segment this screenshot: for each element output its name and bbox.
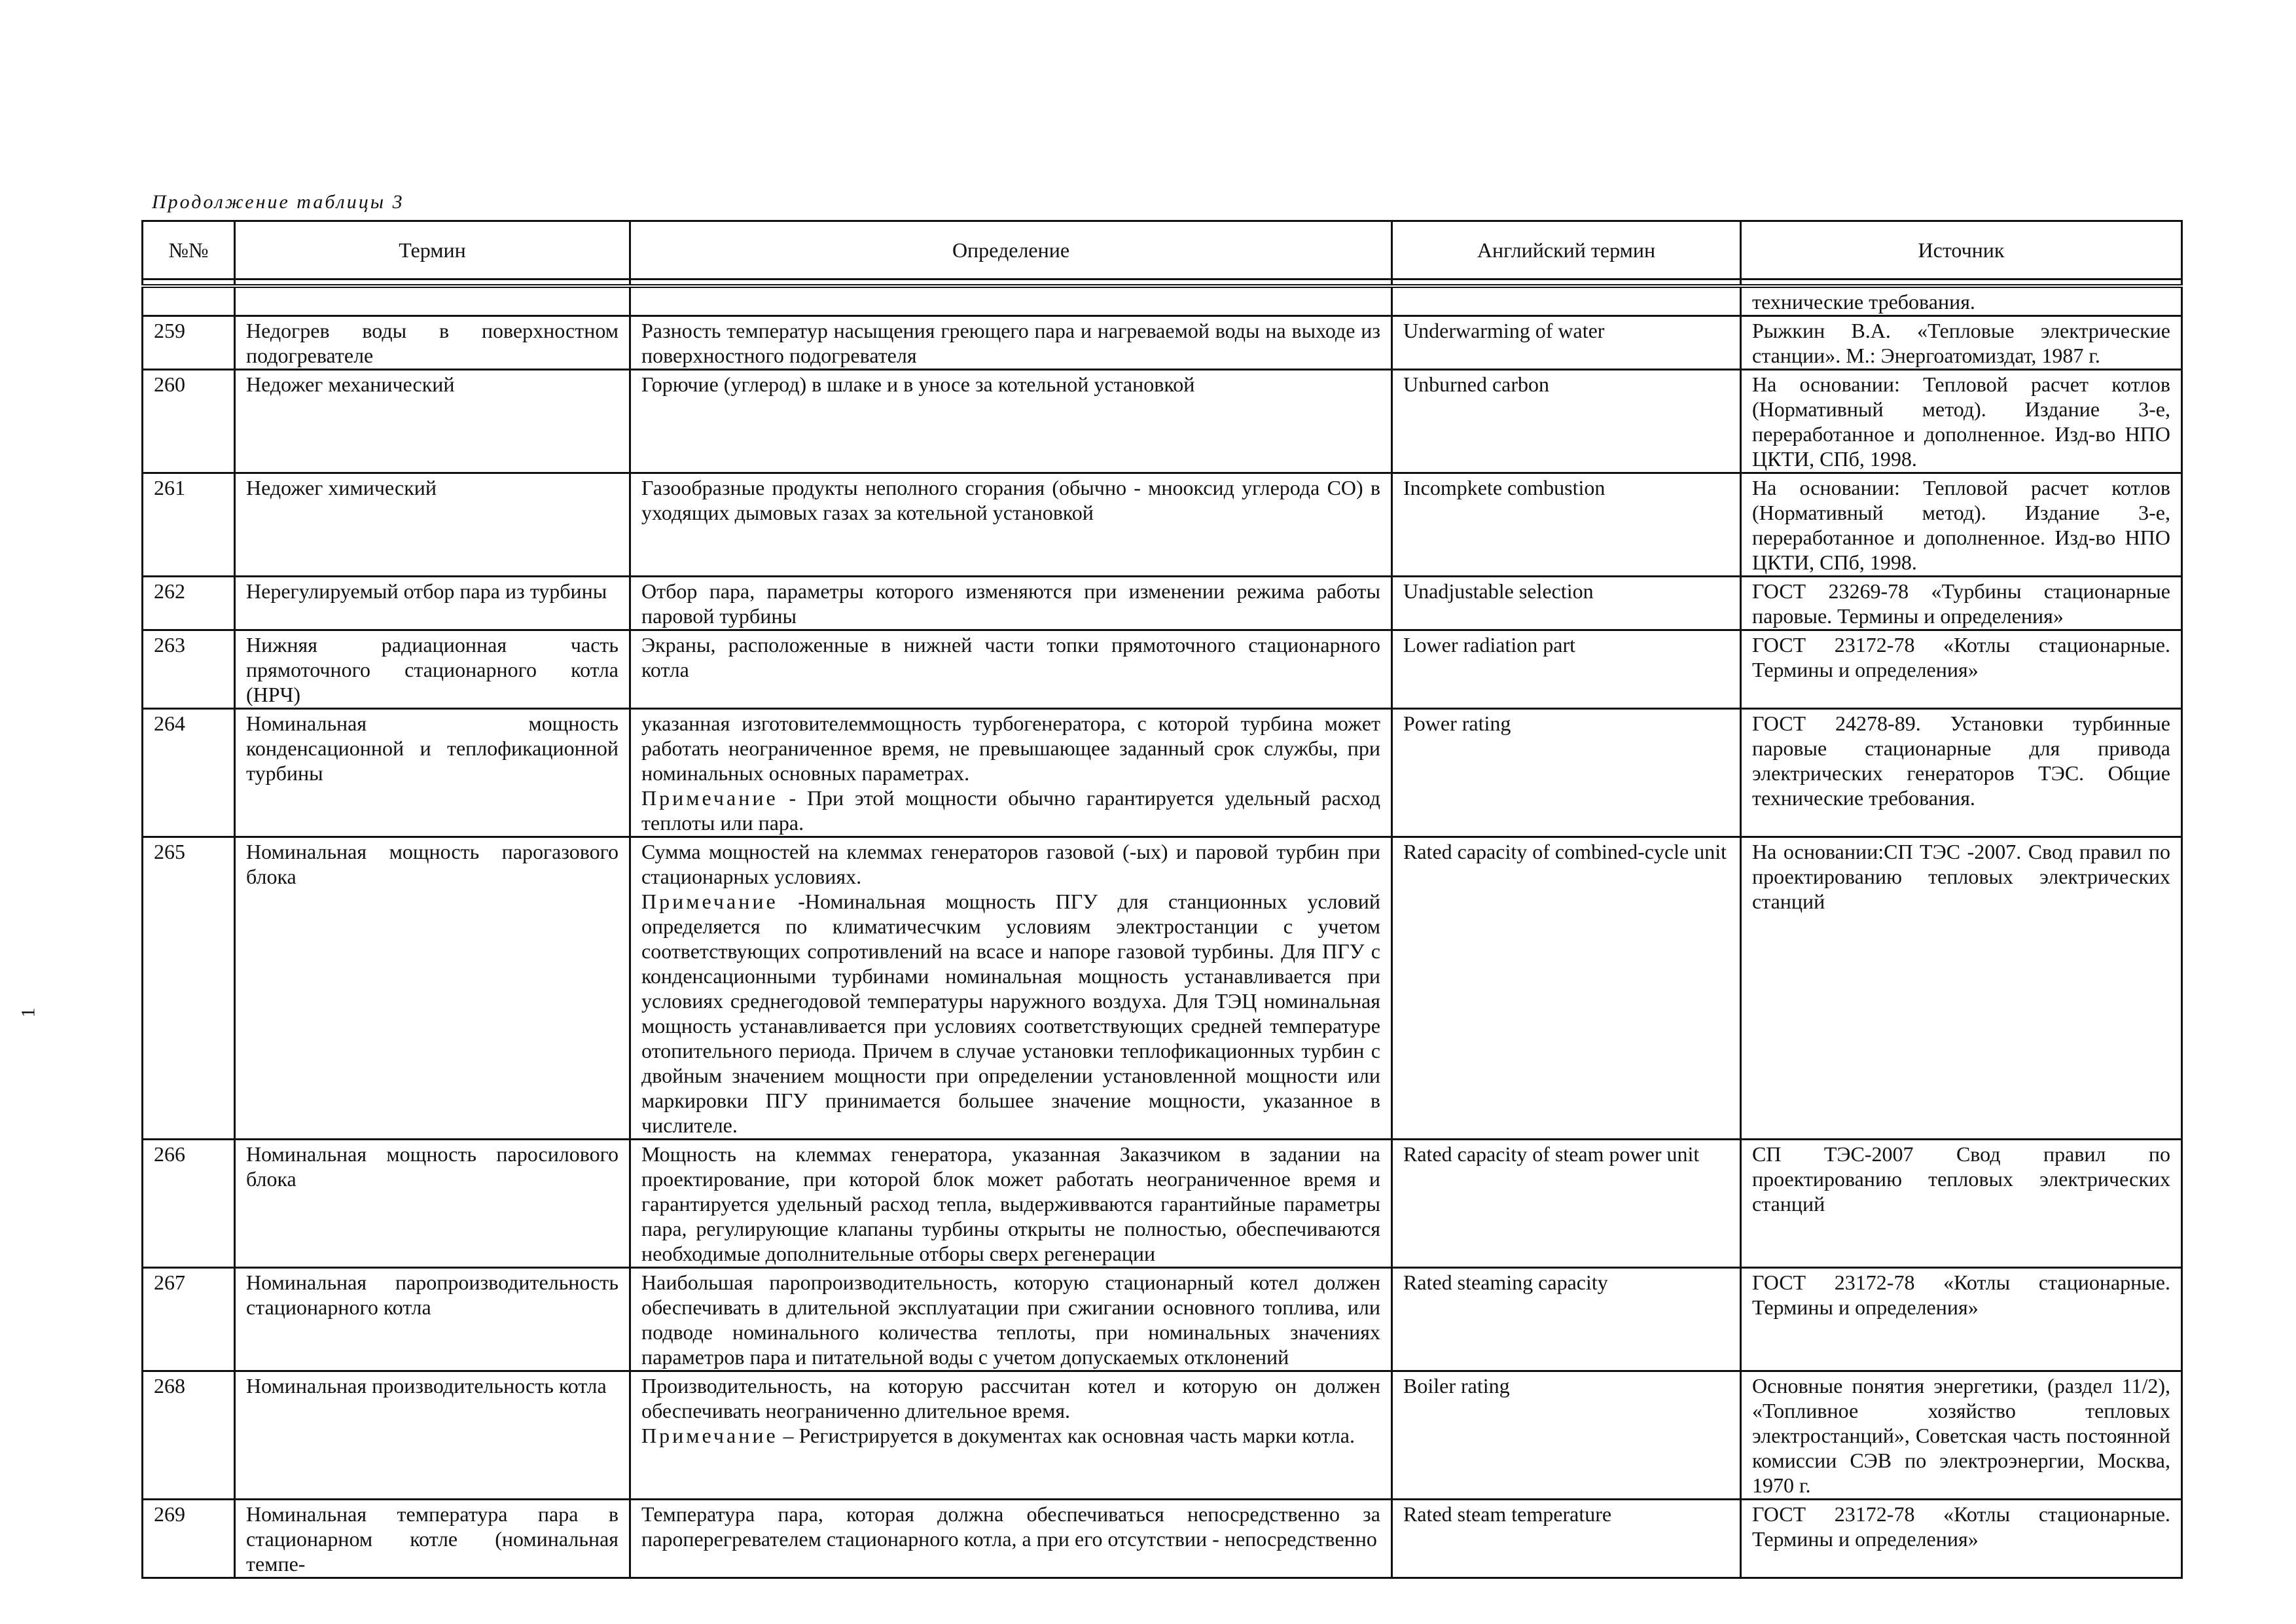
definition-text: Экраны, расположенные в нижней части топки прямоточного стационарного котла xyxy=(641,633,1380,681)
row-english-term: Unadjustable selection xyxy=(1392,577,1741,630)
row-number: 268 xyxy=(143,1371,235,1500)
table-row xyxy=(143,577,2182,630)
row-source: СП ТЭС-2007 Свод правил по проектированию тепловых электрических станций xyxy=(1741,1140,2182,1268)
note-label: Примечание xyxy=(641,1424,778,1447)
row-definition xyxy=(630,1268,1392,1371)
row-definition xyxy=(630,577,1392,630)
table-row xyxy=(143,1371,2182,1500)
row-term: Недожег механический xyxy=(235,370,630,473)
row-source: ГОСТ 23172-78 «Котлы стационарные. Термины и определения» xyxy=(1741,1500,2182,1578)
table-row xyxy=(143,473,2182,577)
table-header-row xyxy=(143,221,2182,280)
definition-text: Газообразные продукты неполного сгорания (обычно - мнооксид углерода СО) в уходящих дымовых газах за котельной установкой xyxy=(641,476,1380,524)
header-english: Английский термин xyxy=(1392,221,1741,280)
definition-text: указанная изготовителеммощность турбогенератора, с которой турбина может работать неограниченное время, не превышающее заданный срок службы, при номинальных основных параметрах. xyxy=(641,712,1380,785)
definition-note xyxy=(641,889,1380,1138)
row-source: ГОСТ 23269-78 «Турбины стационарные паровые. Термины и определения» xyxy=(1741,577,2182,630)
row-english-term: Rated capacity of steam power unit xyxy=(1392,1140,1741,1268)
row-term: Недожег химический xyxy=(235,473,630,577)
row-english-term: Rated steam temperature xyxy=(1392,1500,1741,1578)
row-term: Номинальная производительность котла xyxy=(235,1371,630,1500)
row-number: 259 xyxy=(143,316,235,370)
header-separator-row xyxy=(143,280,2182,287)
definition-text: Мощность на клеммах генератора, указанная Заказчиком в задании на проектирование, при которой блок может работать неограниченное время и гарантируется удельный расход тепла, выдерживваются гарантийные параметры пара, регулирующие клапаны турбины открыты не полностью, обеспечиваются необходимые дополнительные отборы сверх регенерации xyxy=(641,1142,1380,1265)
row-english-term: Lower radiation part xyxy=(1392,630,1741,709)
row-number: 266 xyxy=(143,1140,235,1268)
row-english-term: Unburned carbon xyxy=(1392,370,1741,473)
row-term: Нижняя радиационная часть прямоточного стационарного котла (НРЧ) xyxy=(235,630,630,709)
row-definition xyxy=(630,709,1392,837)
note-text: -Номинальная мощность ПГУ для станционных условий определяется по климатичесчким условиям электростанции с учетом соответствующих сопротивлений на всасе и напоре газовой турбины. Для ПГУ с конденсационными турбинами номинальная мощность устанавливается при условиях среднегодовой температуры наружного воздуха. Для ТЭЦ номинальная мощность устанавливается при условиях соответствующих средней температуре отопительного периода. Причем в случае установки теплофикационных турбин с двойным значением мощности при определении установленной мощности или маркировки ПГУ принимается большее значение мощности, указанное в числителе. xyxy=(641,890,1380,1137)
row-number: 264 xyxy=(143,709,235,837)
row-english-term: Incompkete combustion xyxy=(1392,473,1741,577)
definition-text: Отбор пара, параметры которого изменяются при изменении режима работы паровой турбины xyxy=(641,579,1380,628)
table-row xyxy=(143,1500,2182,1578)
row-term: Номинальная паропроизводительность стационарного котла xyxy=(235,1268,630,1371)
row-source: Основные понятия энергетики, (раздел 11/2), «Топливное хозяйство тепловых электростанций», Советская часть постоянной комиссии СЭВ по электроэнергии, Москва, 1970 г. xyxy=(1741,1371,2182,1500)
row-english-term: Rated steaming capacity xyxy=(1392,1268,1741,1371)
continuation-row xyxy=(143,286,2182,316)
header-definition: Определение xyxy=(630,221,1392,280)
row-definition xyxy=(630,1371,1392,1500)
row-term: Недогрев воды в поверхностном подогревателе xyxy=(235,316,630,370)
table-row xyxy=(143,630,2182,709)
row-english-term: Rated capacity of combined-cycle unit xyxy=(1392,837,1741,1140)
table-row xyxy=(143,316,2182,370)
row-definition xyxy=(630,473,1392,577)
note-text: – Регистрируется в документах как основная часть марки котла. xyxy=(778,1424,1355,1447)
row-definition xyxy=(630,837,1392,1140)
table-row xyxy=(143,1268,2182,1371)
row-english-term: Power rating xyxy=(1392,709,1741,837)
definition-text: Сумма мощностей на клеммах генераторов газовой (-ых) и паровой турбин при стационарных условиях. xyxy=(641,840,1380,888)
terms-table xyxy=(141,220,2183,1579)
definition-text: Наибольшая паропроизводительность, которую стационарный котел должен обеспечивать в длительной эксплуатации при сжигании основного топлива, или подводе номинального количества теплоты, при номинальных значениях параметров пара и питательной воды с учетом допускаемых отклонений xyxy=(641,1271,1380,1369)
table-caption: Продолжение таблицы 3 xyxy=(152,191,404,213)
table-row xyxy=(143,837,2182,1140)
definition-note xyxy=(641,785,1380,835)
row-definition xyxy=(630,1140,1392,1268)
note-label: Примечание xyxy=(641,890,778,913)
row-definition xyxy=(630,630,1392,709)
row-number: 263 xyxy=(143,630,235,709)
definition-text: Температура пара, которая должна обеспечиваться непосредственно за пароперегревателем стационарного котла, а при его отсутствии - непосредственно xyxy=(641,1502,1380,1551)
definition-text: Горючие (углерод) в шлаке и в уносе за котельной установкой xyxy=(641,372,1195,396)
row-number: 267 xyxy=(143,1268,235,1371)
row-number: 260 xyxy=(143,370,235,473)
side-page-number: 1 xyxy=(17,1007,39,1018)
header-term: Термин xyxy=(235,221,630,280)
definition-text: Производительность, на которую рассчитан котел и которую он должен обеспечивать неограниченно длительное время. xyxy=(641,1374,1380,1422)
row-source: ГОСТ 24278-89. Установки турбинные паровые стационарные для привода электрических генераторов ТЭС. Общие технические требования. xyxy=(1741,709,2182,837)
row-source: ГОСТ 23172-78 «Котлы стационарные. Термины и определения» xyxy=(1741,1268,2182,1371)
header-num: №№ xyxy=(143,221,235,280)
row-english-term: Boiler rating xyxy=(1392,1371,1741,1500)
row-number: 269 xyxy=(143,1500,235,1578)
row-term: Нерегулируемый отбор пара из турбины xyxy=(235,577,630,630)
definition-note xyxy=(641,1423,1380,1448)
row-definition xyxy=(630,370,1392,473)
table-row xyxy=(143,1140,2182,1268)
row-number: 262 xyxy=(143,577,235,630)
row-term: Номинальная мощность конденсационной и теплофикационной турбины xyxy=(235,709,630,837)
row-term: Номинальная температура пара в стационарном котле (номинальная темпе- xyxy=(235,1500,630,1578)
row-definition xyxy=(630,316,1392,370)
header-source: Источник xyxy=(1741,221,2182,280)
table-row xyxy=(143,709,2182,837)
definition-text: Разность температур насыщения греющего пара и нагреваемой воды на выходе из поверхностного подогревателя xyxy=(641,319,1380,367)
row-source: Рыжкин В.А. «Тепловые электрические станции». М.: Энергоатомиздат, 1987 г. xyxy=(1741,316,2182,370)
note-label: Примечание xyxy=(641,786,778,810)
row-number: 261 xyxy=(143,473,235,577)
row-source: ГОСТ 23172-78 «Котлы стационарные. Термины и определения» xyxy=(1741,630,2182,709)
row-english-term: Underwarming of water xyxy=(1392,316,1741,370)
row-source: На основании: Тепловой расчет котлов (Нормативный метод). Издание 3-е, переработанное и дополненное. Изд-во НПО ЦКТИ, СПб, 1998. xyxy=(1741,473,2182,577)
row-source: На основании: Тепловой расчет котлов (Нормативный метод). Издание 3-е, переработанное и дополненное. Изд-во НПО ЦКТИ, СПб, 1998. xyxy=(1741,370,2182,473)
note-text: - При этой мощности обычно гарантируется удельный расход теплоты или пара. xyxy=(641,786,1380,835)
table-row xyxy=(143,370,2182,473)
row-definition xyxy=(630,1500,1392,1578)
row-term: Номинальная мощность парогазового блока xyxy=(235,837,630,1140)
continuation-source: технические требования. xyxy=(1741,286,2182,316)
row-term: Номинальная мощность паросилового блока xyxy=(235,1140,630,1268)
row-number: 265 xyxy=(143,837,235,1140)
row-source: На основании:СП ТЭС -2007. Свод правил по проектированию тепловых электрических станций xyxy=(1741,837,2182,1140)
